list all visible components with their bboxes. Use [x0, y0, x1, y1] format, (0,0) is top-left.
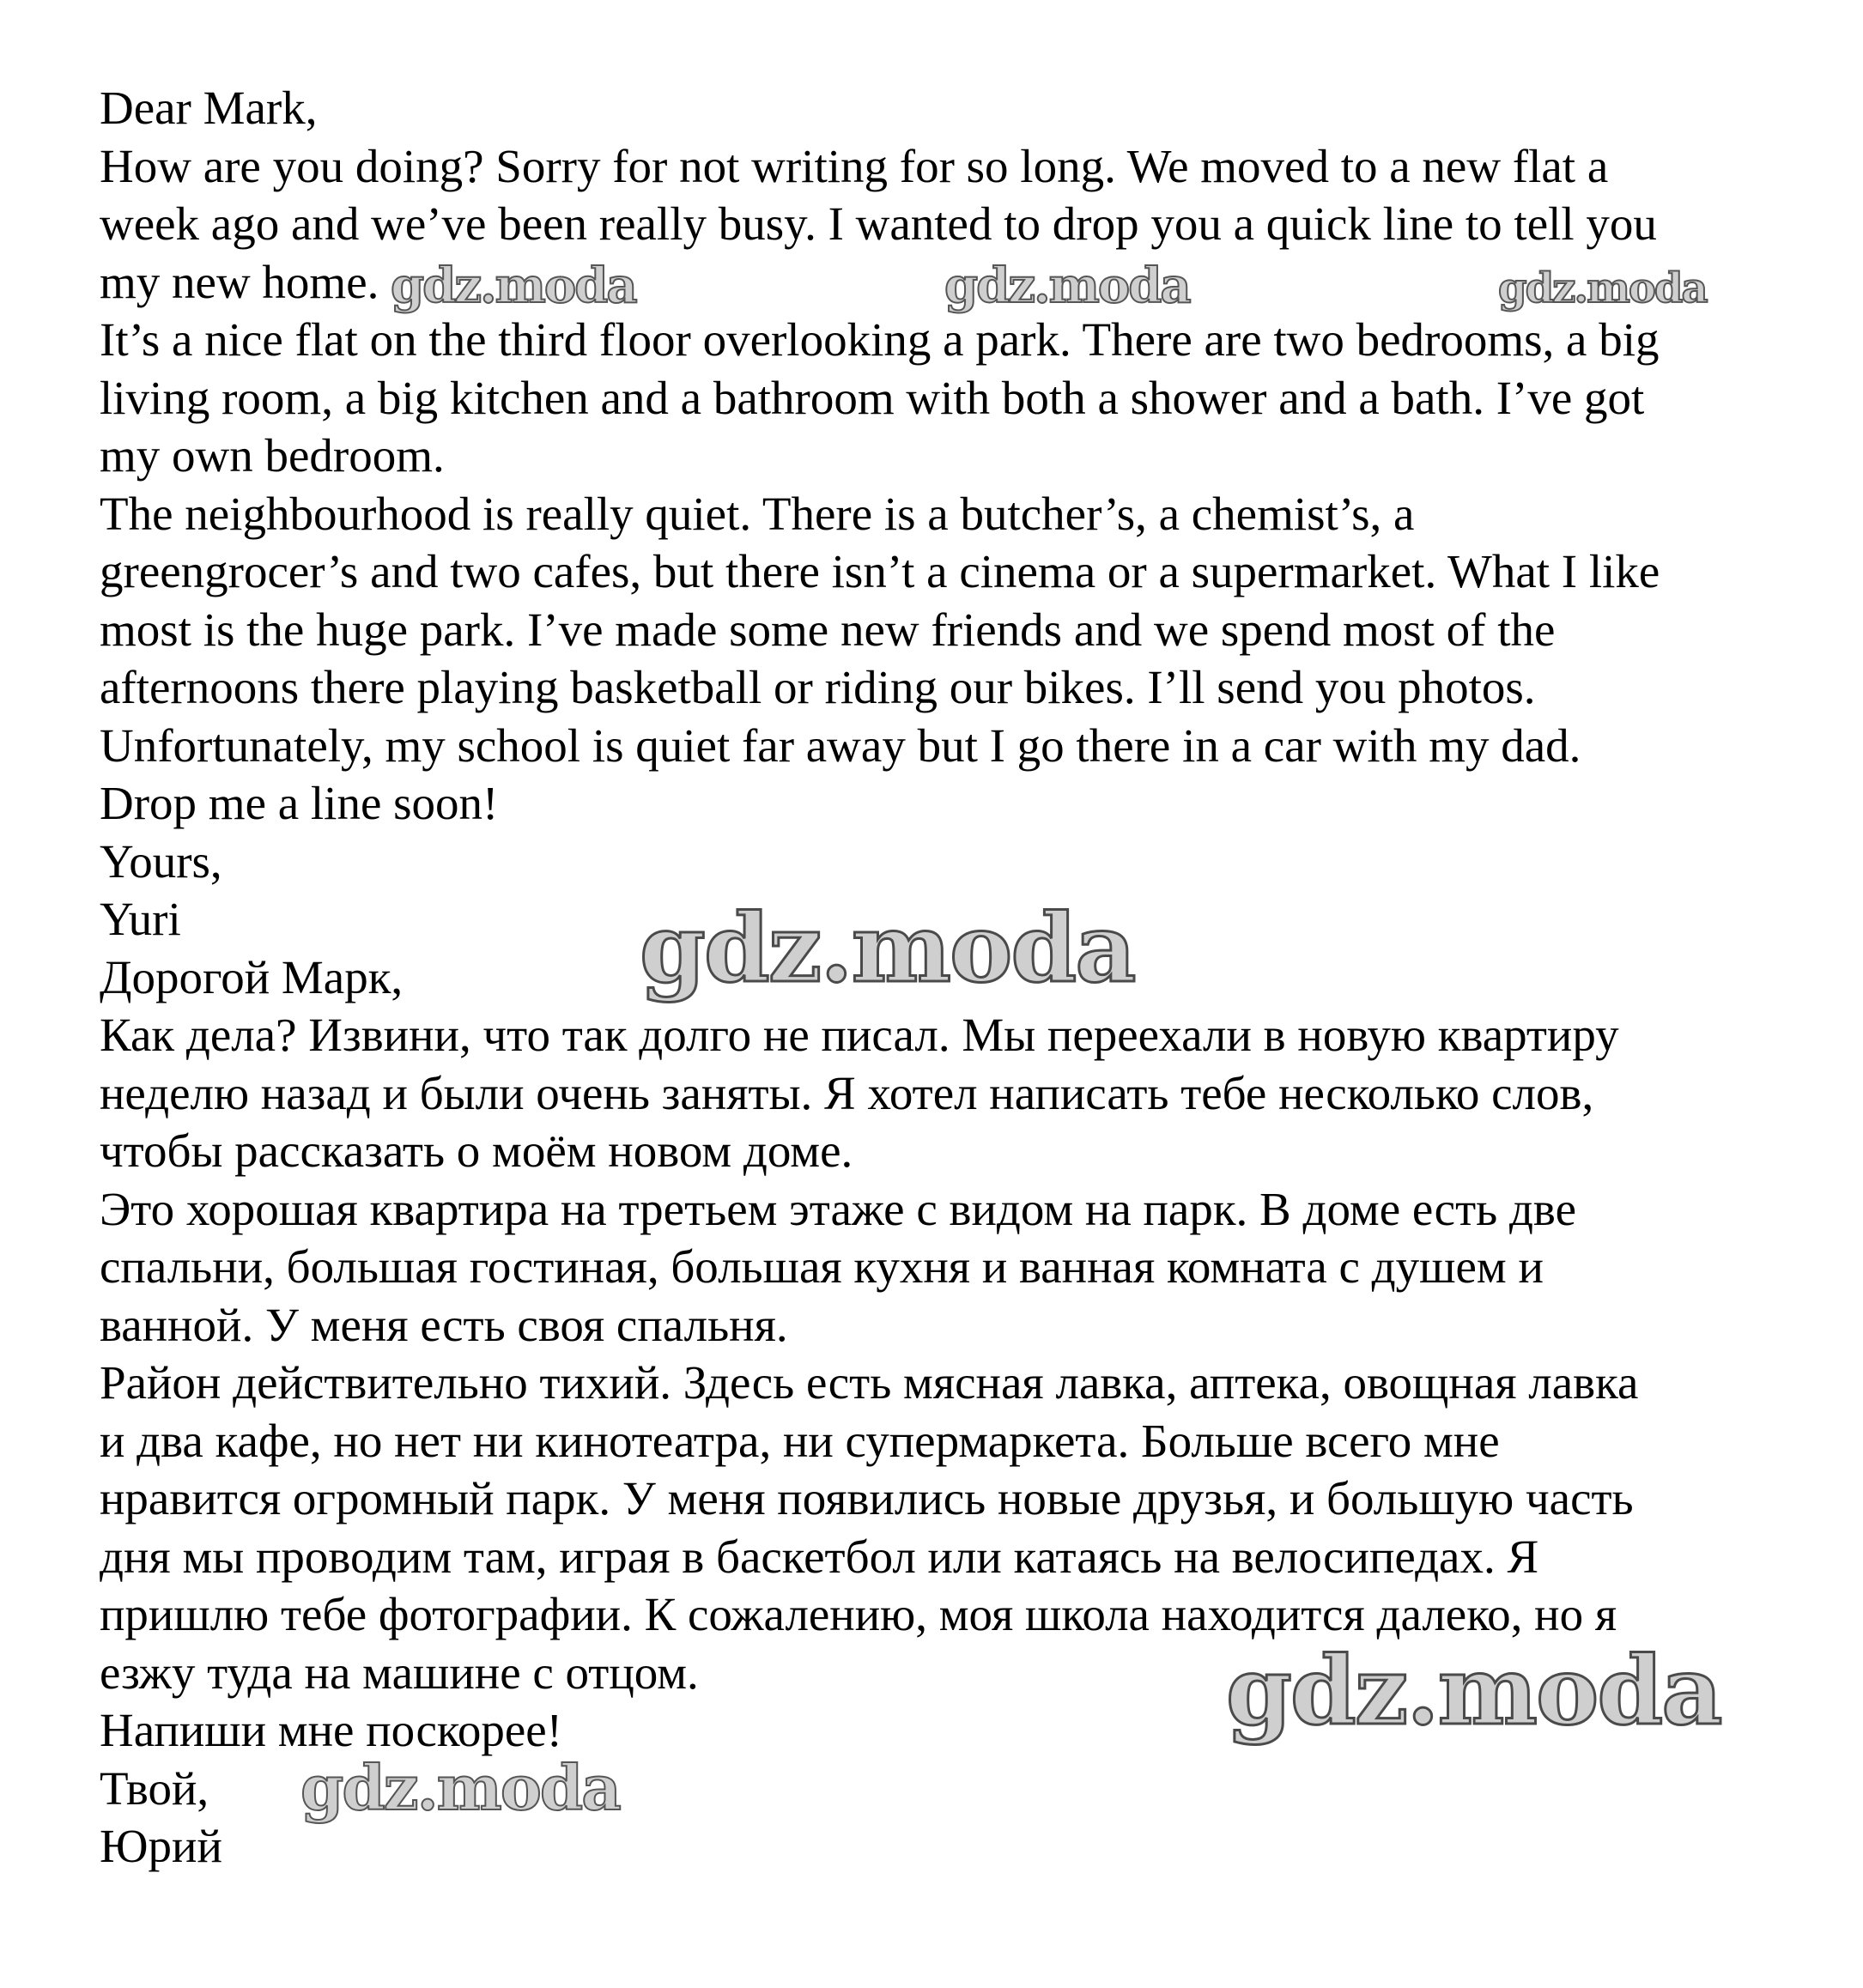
- russian-line: Как дела? Извини, что так долго не писал. Мы переехали в новую квартиру: [100, 1009, 1619, 1061]
- watermark: gdz.moda: [391, 258, 636, 314]
- english-line: The neighbourhood is really quiet. There is a butcher’s, a chemist’s, a: [100, 487, 1415, 540]
- russian-line: езжу туда на машине с отцом.: [100, 1646, 699, 1699]
- english-line: How are you doing? Sorry for not writing for so long. We moved to a new flat a: [100, 139, 1609, 192]
- english-closing: Yours,: [100, 834, 222, 888]
- english-line: week ago and we’ve been really busy. I wanted to drop you a quick line to tell you: [100, 197, 1657, 250]
- russian-closing: Твой,: [100, 1761, 209, 1815]
- english-line: greengrocer’s and two cafes, but there isn’t a cinema or a supermarket. What I like: [100, 545, 1660, 597]
- english-signature: Yuri: [100, 893, 181, 945]
- russian-line: нравится огромный парк. У меня появились новые друзья, и большую часть: [100, 1472, 1634, 1524]
- russian-signature: Юрий: [100, 1820, 222, 1872]
- english-greeting: Dear Mark,: [100, 82, 318, 134]
- watermark: gdz.moda: [300, 1751, 620, 1824]
- letter-text: [100, 79, 1817, 1876]
- english-line: Unfortunately, my school is quiet far away but I go there in a car with my dad.: [100, 718, 1581, 772]
- english-line: living room, a big kitchen and a bathroom with both a shower and a bath. I’ve got: [100, 371, 1645, 424]
- russian-line: Это хорошая квартира на третьем этаже с видом на парк. В доме есть две: [100, 1182, 1576, 1235]
- watermark: gdz.moda: [944, 258, 1190, 314]
- russian-line: чтобы рассказать о моём новом доме.: [100, 1124, 853, 1177]
- russian-greeting: Дорогой Марк,: [100, 950, 404, 1003]
- russian-line: пришлю тебе фотографии. К сожалению, моя школа находится далеко, но я: [100, 1588, 1617, 1640]
- russian-line: Напиши мне поскорее!: [100, 1704, 562, 1756]
- watermark: gdz.moda: [640, 893, 1135, 1003]
- russian-line: и два кафе, но нет ни кинотеатра, ни супермаркета. Больше всего мне: [100, 1414, 1500, 1467]
- english-line: Drop me a line soon!: [100, 777, 499, 829]
- english-line: my new home.: [100, 255, 379, 308]
- russian-line: дня мы проводим там, играя в баскетбол или катаясь на велосипедах. Я: [100, 1530, 1539, 1583]
- english-line: afternoons there playing basketball or riding our bikes. I’ll send you photos.: [100, 661, 1536, 713]
- english-line: most is the huge park. I’ve made some new friends and we spend most of the: [100, 603, 1556, 656]
- watermark: gdz.moda: [1226, 1635, 1721, 1746]
- russian-line: ванной. У меня есть своя спальня.: [100, 1298, 788, 1351]
- russian-line: спальни, большая гостиная, большая кухня и ванная комната с душем и: [100, 1240, 1544, 1293]
- english-line: my own bedroom.: [100, 429, 445, 482]
- watermark: gdz.moda: [1498, 264, 1707, 312]
- english-line: It’s a nice flat on the third floor overlooking a park. There are two bedrooms, a big: [100, 313, 1660, 366]
- russian-line: Район действительно тихий. Здесь есть мясная лавка, аптека, овощная лавка: [100, 1356, 1639, 1409]
- russian-line: неделю назад и были очень заняты. Я хотел написать тебе несколько слов,: [100, 1066, 1594, 1119]
